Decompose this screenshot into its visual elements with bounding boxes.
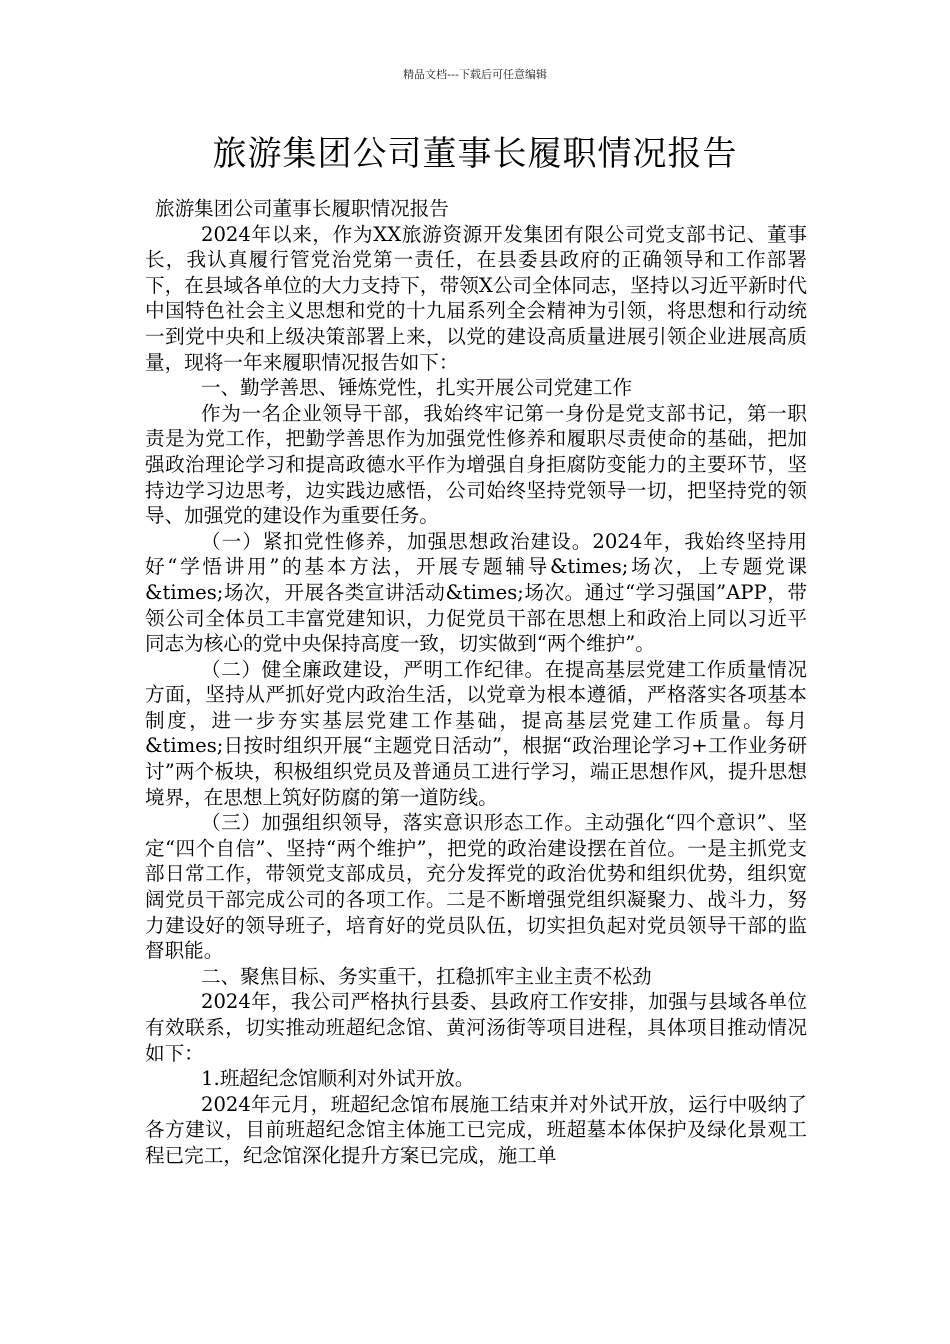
section-heading: 1.班超纪念馆顺利对外试开放。	[201, 1067, 475, 1091]
section-heading: 二、聚焦目标、务实重干，扛稳抓牢主业主责不松劲	[201, 964, 652, 988]
body-paragraph: 2024年，我公司严格执行县委、县政府工作安排，加强与县域各单位有效联系，切实推动班超纪念馆、黄河汤街等项目进程，具体项目推动情况如下：	[145, 990, 807, 1065]
body-paragraph: （二）健全廉政建设，严明工作纪律。在提高基层党建工作质量情况方面，坚持从严抓好党内政治生活，以党章为根本遵循，严格落实各项基本制度，进一步夯实基层党建工作基础，提高基层党建工作质量。每月&times;日按时组织开展“主题党日活动”，根据“政治理论学习+工作业务研讨”两个板块，积极组织党员及普通员工进行学习，端正思想作风，提升思想境界，在思想上筑好防腐的第一道防线。	[145, 657, 807, 809]
document-body	[145, 196, 807, 1169]
body-paragraph: （一）紧扣党性修养，加强思想政治建设。2024年，我始终坚持用好“学悟讲用”的基本方法，开展专题辅导&times;场次，上专题党课&times;场次，开展各类宣讲活动&times;场次。通过“学习强国”APP，带领公司全体员工丰富党建知识，力促党员干部在思想上和政治上同以习近平同志为核心的党中央保持高度一致，切实做到“两个维护”。	[145, 529, 807, 656]
body-paragraph: 2024年以来，作为XX旅游资源开发集团有限公司党支部书记、董事长，我认真履行管党治党第一责任，在县委县政府的正确领导和工作部署下，在县域各单位的大力支持下，带领X公司全体同志，坚持以习近平新时代中国特色社会主义思想和党的十九届系列全会精神为引领，将思想和行动统一到党中央和上级决策部署上来，以党的建设高质量进展引领企业进展高质量，现将一年来履职情况报告如下：	[145, 222, 807, 374]
body-paragraph: 2024年元月，班超纪念馆布展施工结束并对外试开放，运行中吸纳了各方建议，目前班超纪念馆主体施工已完成，班超墓本体保护及绿化景观工程已完工，纪念馆深化提升方案已完成，施工单	[145, 1092, 807, 1167]
page-header: 精品文档---下载后可任意编辑	[403, 68, 547, 81]
body-paragraph: 作为一名企业领导干部，我始终牢记第一身份是党支部书记，第一职责是为党工作，把勤学善思作为加强党性修养和履职尽责使命的基础，把加强政治理论学习和提高政德水平作为增强自身拒腐防变能力的主要环节，坚持边学习边思考，边实践边感悟，公司始终坚持党领导一切，把坚持党的领导、加强党的建设作为重要任务。	[145, 401, 807, 528]
section-heading: 一、勤学善思、锤炼党性，扎实开展公司党建工作	[201, 376, 633, 400]
document-title: 旅游集团公司董事长履职情况报告	[212, 134, 738, 174]
body-paragraph: 旅游集团公司董事长履职情况报告	[155, 197, 449, 220]
body-paragraph: （三）加强组织领导，落实意识形态工作。主动强化“四个意识”、坚定“四个自信”、坚持“两个维护”，把党的政治建设摆在首位。一是主抓党支部日常工作，带领党支部成员，充分发挥党的政治优势和组织优势，组织宽阔党员干部完成公司的各项工作。二是不断增强党组织凝聚力、战斗力，努力建设好的领导班子，培育好的党员队伍，切实担负起对党员领导干部的监督职能。	[145, 811, 807, 963]
